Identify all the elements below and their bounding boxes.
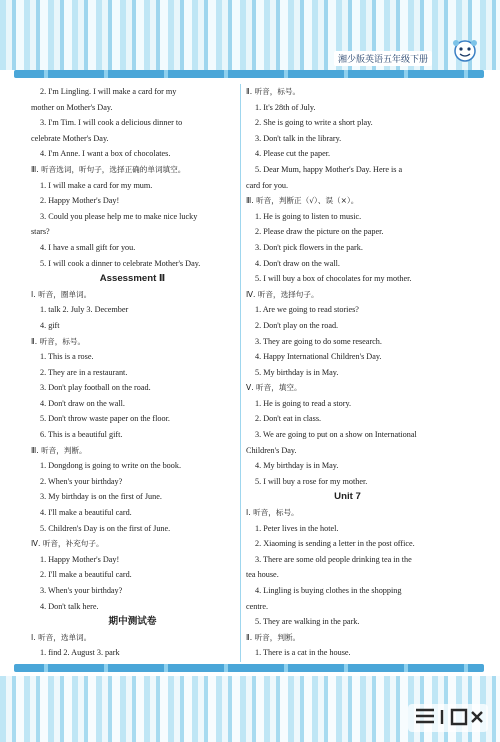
answer-line: mother on Mother's Day. bbox=[31, 102, 113, 112]
answer-line: stars? bbox=[31, 227, 50, 237]
answer-line: 5. I will buy a box of chocolates for my mother. bbox=[255, 274, 412, 284]
answer-line: 5. They are walking in the park. bbox=[255, 617, 360, 627]
answer-line: 4. I'm Anne. I want a box of chocolates. bbox=[40, 149, 171, 159]
answer-line: 3. There are some old people drinking tea in the bbox=[255, 554, 412, 564]
question-heading: Ⅲ. 听音，判断。 bbox=[31, 445, 87, 455]
top-decor-strip bbox=[14, 70, 484, 78]
left-column bbox=[31, 84, 234, 677]
answer-line: 3. We are going to put on a show on International bbox=[255, 430, 417, 440]
section-heading: Unit 7 bbox=[334, 491, 361, 503]
answer-line: 4. gift bbox=[40, 320, 60, 330]
answer-line: 5. Dear Mum, happy Mother's Day. Here is a bbox=[255, 164, 403, 174]
answer-line: 4. Lingling is buying clothes in the shopping bbox=[255, 586, 402, 595]
answer-line: centre. bbox=[246, 601, 269, 611]
question-heading: Ⅲ. 听音选词，听句子，选择正确的单词填空。 bbox=[31, 164, 186, 174]
column-divider bbox=[240, 84, 241, 662]
question-heading: Ⅱ. 听音，标号。 bbox=[246, 87, 301, 96]
answer-line: 1. He is going to read a story. bbox=[255, 398, 352, 408]
answer-line: 4. Don't draw on the wall. bbox=[255, 258, 340, 268]
question-heading: Ⅴ. 听音，填空。 bbox=[246, 383, 302, 393]
answer-line: 4. Don't talk here. bbox=[40, 601, 99, 611]
answer-line: 4. I'll make a beautiful card. bbox=[40, 508, 132, 518]
answer-line: 5. I will cook a dinner to celebrate Mother's Day. bbox=[40, 258, 201, 268]
answer-line: 2. Please draw the picture on the paper. bbox=[255, 227, 384, 237]
answer-line: card for you. bbox=[246, 180, 289, 190]
answer-line: 1. find 2. August 3. park bbox=[40, 648, 120, 658]
answer-line: celebrate Mother's Day. bbox=[31, 133, 109, 143]
answer-line: 5. Don't throw waste paper on the floor. bbox=[40, 414, 170, 424]
answer-line: 1. I will make a card for my mum. bbox=[40, 180, 153, 190]
watermark-logo-icon bbox=[406, 700, 490, 736]
answer-line: 4. Please cut the paper. bbox=[255, 149, 331, 159]
answer-line: 1. Dongdong is going to write on the book. bbox=[40, 461, 181, 471]
book-title: 湘少版英语五年级下册 bbox=[334, 51, 432, 66]
answer-line: 2. Don't eat in class. bbox=[255, 414, 322, 424]
answer-line: 5. Children's Day is on the first of June. bbox=[40, 523, 171, 533]
answer-line: 2. When's your birthday? bbox=[40, 476, 123, 486]
question-heading: Ⅰ. 听音，圈单词。 bbox=[31, 289, 92, 299]
bottom-decor-strip bbox=[14, 664, 484, 672]
answer-line: 2. They are in a restaurant. bbox=[40, 367, 128, 377]
question-heading: Ⅲ. 听音，判断正（√）、误（×）。 bbox=[246, 196, 359, 206]
answer-line: 2. Don't play on the road. bbox=[255, 320, 339, 330]
answer-line: 1. This is a rose. bbox=[40, 352, 94, 362]
answer-line: 1. Peter lives in the hotel. bbox=[255, 523, 339, 533]
answer-line: 5. My birthday is in May. bbox=[255, 367, 339, 377]
answer-line: 1. Are we going to read stories? bbox=[255, 305, 359, 315]
answer-line: 1. There is a cat in the house. bbox=[255, 648, 351, 658]
mascot-icon bbox=[448, 36, 482, 66]
question-heading: Ⅰ. 听音，选单词。 bbox=[31, 632, 92, 642]
answer-line: 3. I'm Tim. I will cook a delicious dinner to bbox=[40, 118, 183, 128]
answer-line: 3. Don't play football on the road. bbox=[40, 383, 151, 393]
answer-line: 1. talk 2. July 3. December bbox=[40, 305, 129, 315]
answer-line: 1. Happy Mother's Day! bbox=[40, 554, 120, 564]
question-heading: Ⅳ. 听音，选择句子。 bbox=[246, 289, 319, 299]
answer-line: 4. Happy International Children's Day. bbox=[255, 352, 382, 362]
answer-line: Children's Day. bbox=[246, 445, 297, 455]
answer-line: 2. Happy Mother's Day! bbox=[40, 196, 120, 206]
answer-line: 2. I'm Lingling. I will make a card for my bbox=[40, 87, 177, 96]
answer-line: 2. Xiaoming is sending a letter in the post office. bbox=[255, 539, 415, 549]
answer-line: 2. I'll make a beautiful card. bbox=[40, 570, 132, 580]
answer-line: 6. This is a beautiful gift. bbox=[40, 430, 123, 440]
answer-line: 1. It's 28th of July. bbox=[255, 102, 316, 112]
section-heading: Assessment Ⅱ bbox=[99, 273, 166, 285]
answer-line: 2. She is going to write a short play. bbox=[255, 118, 373, 128]
section-heading: 期中测试卷 bbox=[108, 616, 157, 628]
answer-line: 4. Don't draw on the wall. bbox=[40, 398, 125, 408]
right-column bbox=[246, 84, 449, 692]
answer-line: 3. Don't talk in the library. bbox=[255, 133, 342, 143]
answer-line: 4. I have a small gift for you. bbox=[40, 242, 136, 252]
answer-line: 5. I will buy a rose for my mother. bbox=[255, 476, 368, 486]
answer-line: 4. My birthday is in May. bbox=[255, 461, 339, 471]
question-heading: Ⅰ. 听音，标号。 bbox=[246, 508, 299, 518]
answer-line: tea house. bbox=[246, 570, 279, 580]
answer-line: 1. He is going to listen to music. bbox=[255, 211, 362, 221]
answer-line: 3. When's your birthday? bbox=[40, 586, 123, 595]
question-heading: Ⅳ. 听音，补充句子。 bbox=[31, 539, 104, 549]
answer-line: 3. They are going to do some research. bbox=[255, 336, 382, 346]
answer-line: 3. Could you please help me to make nice lucky bbox=[40, 211, 198, 221]
answer-line: 3. Don't pick flowers in the park. bbox=[255, 242, 363, 252]
answer-line: 3. My birthday is on the first of June. bbox=[40, 492, 162, 502]
question-heading: Ⅱ. 听音，判断。 bbox=[246, 632, 301, 642]
question-heading: Ⅱ. 听音，标号。 bbox=[31, 336, 86, 346]
